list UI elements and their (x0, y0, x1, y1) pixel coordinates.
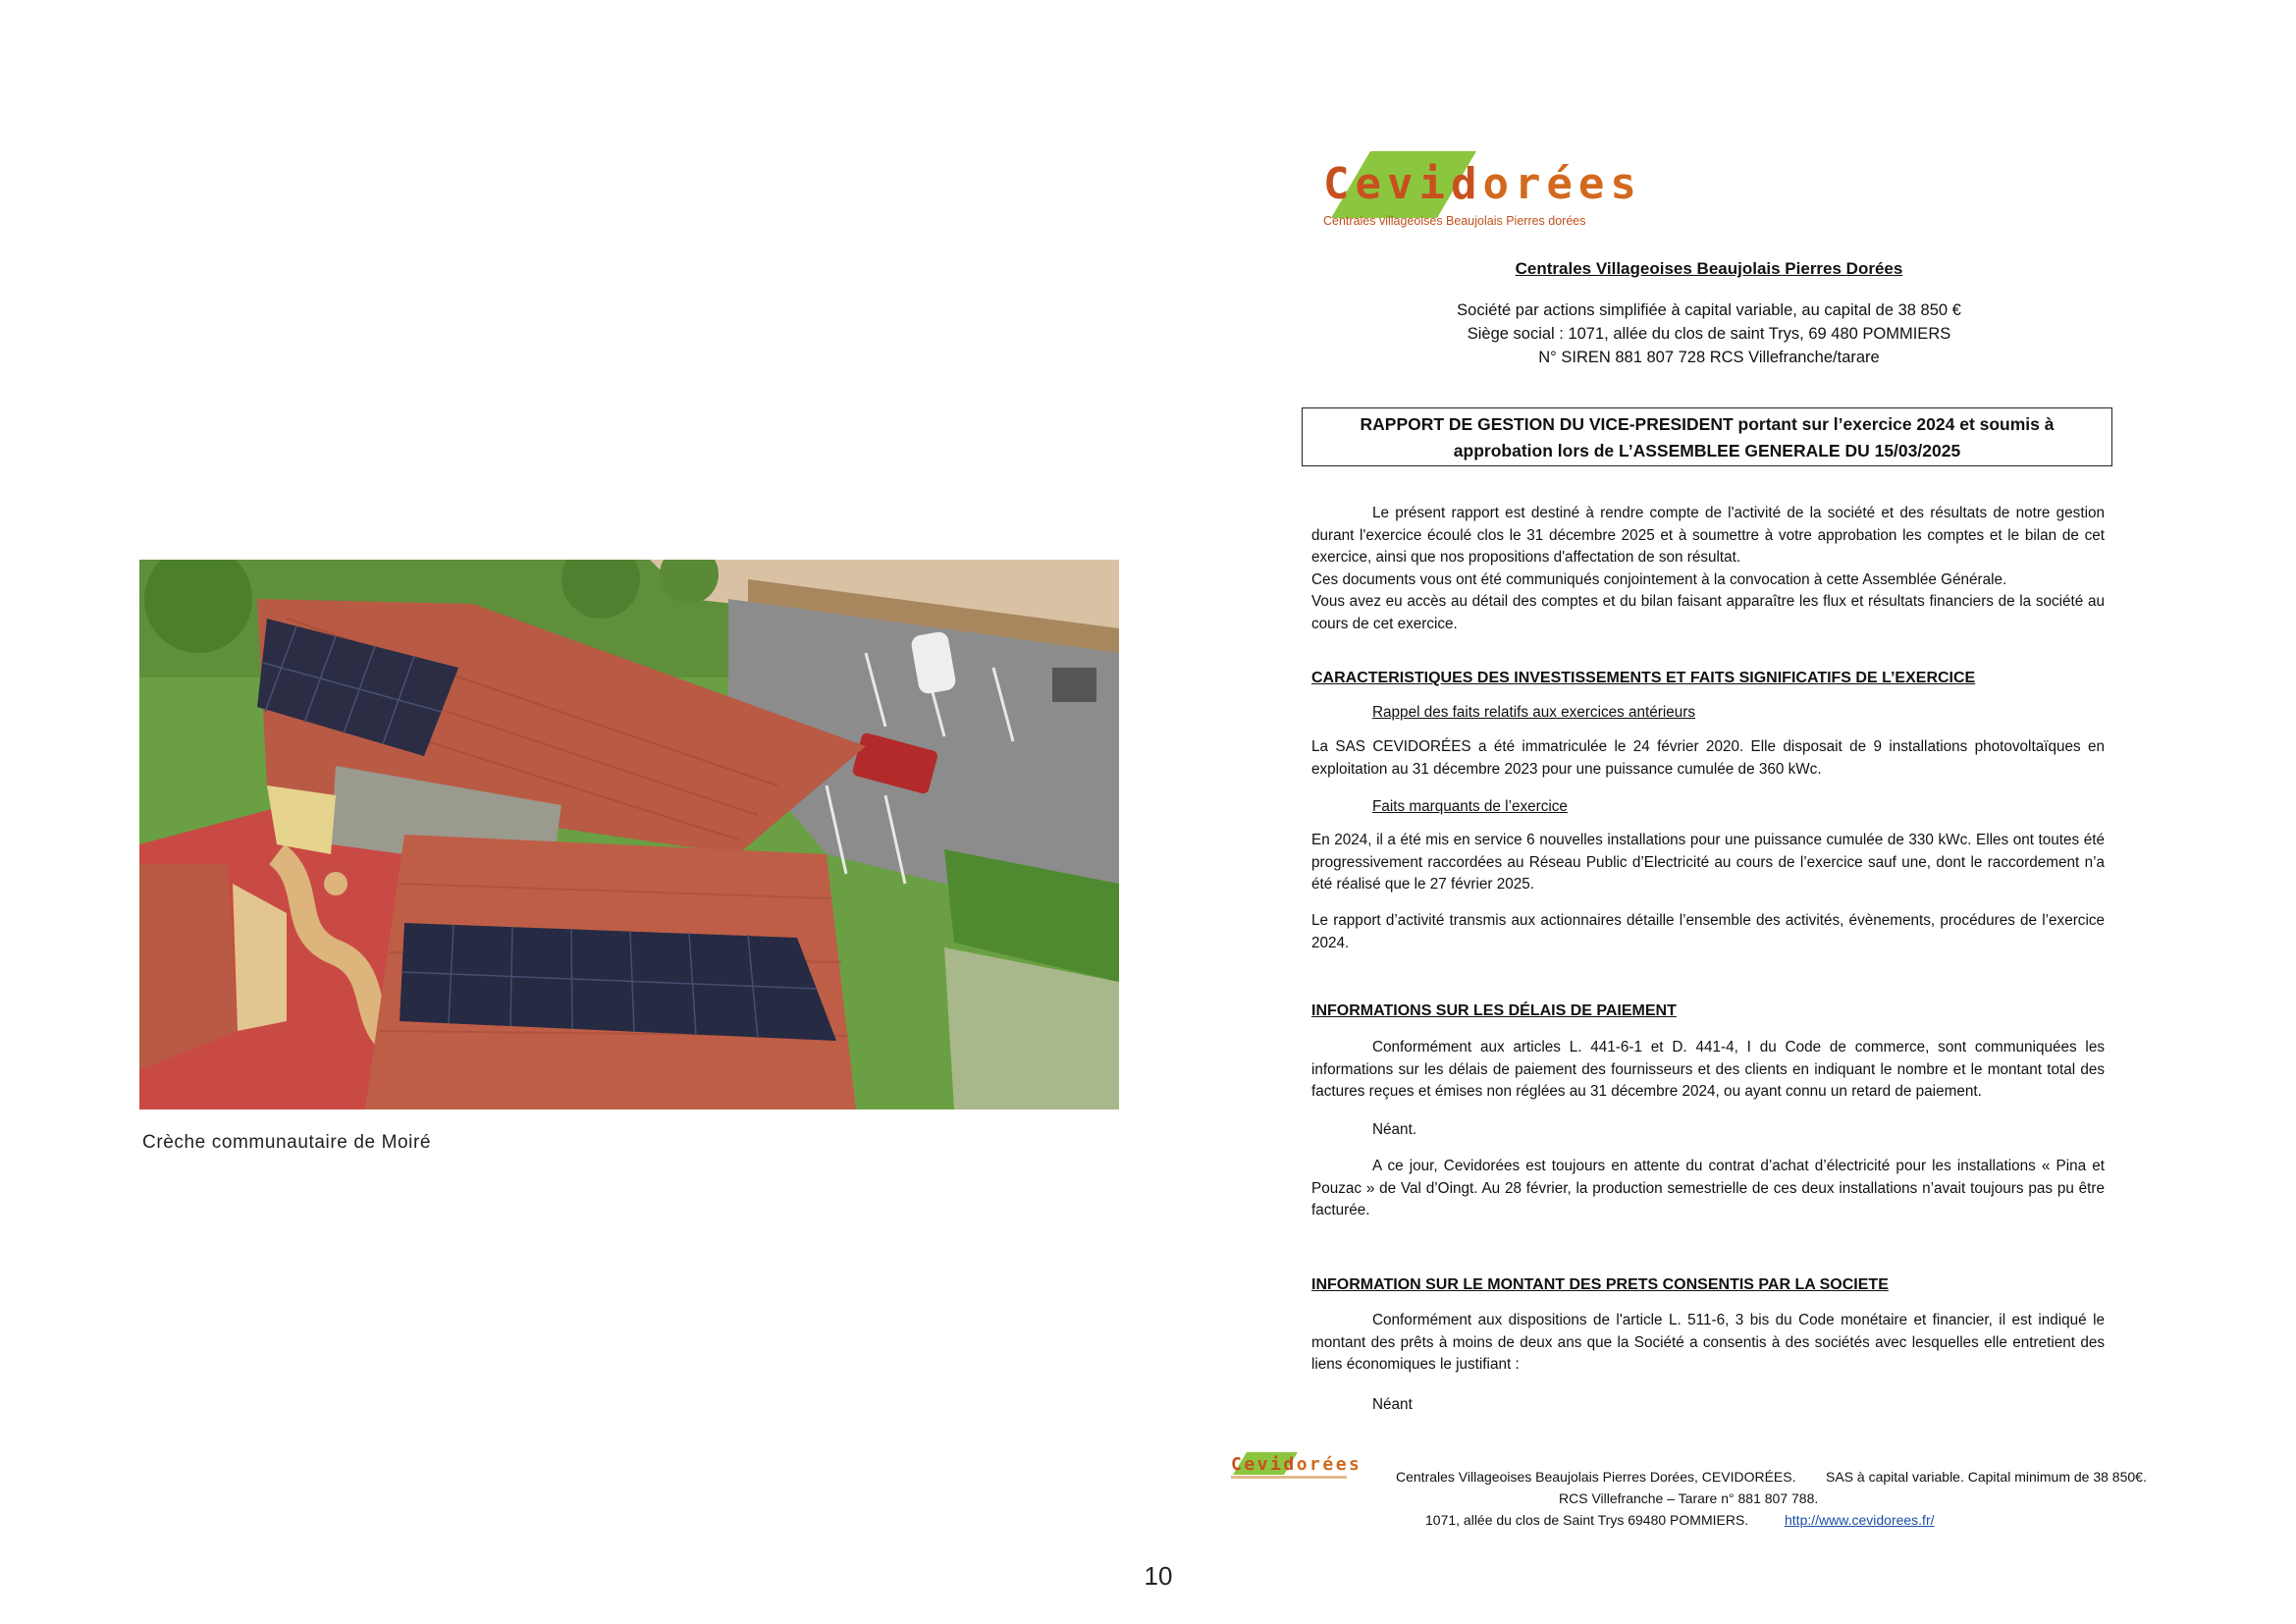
section-2-heading: INFORMATIONS SUR LES DÉLAIS DE PAIEMENT (1311, 1002, 1677, 1019)
logo-tagline: Centrales villageoises Beaujolais Pierres dorées (1323, 214, 1586, 228)
intro-paragraph-3: Vous avez eu accès au détail des comptes et du bilan faisant apparaître les flux et résultats financiers de la société au cours de cet exercice. (1311, 593, 2105, 632)
section-2-paragraph-1: Conformément aux articles L. 441-6-1 et D. 441-4, I du Code de commerce, sont communiquées les informations sur les délais de paiement des fournisseurs et des clients en indiquant le nombre et le montant total des factures reçues et émises non réglées au 31 décembre 2024, ou ayant connu un retard de paiement. (1311, 1039, 2105, 1100)
footer-logo-word-part2: orées (1296, 1454, 1362, 1475)
section-2-paragraph-3: A ce jour, Cevidorées est toujours en attente du contrat d’achat d’électricité pour les installations « Pina et Pouzac » de Val d’Oingt. Au 28 février, la production semestrielle de ces deux installations n’avait toujours pas pu être facturée. (1311, 1158, 2105, 1218)
footer-logo (1227, 1451, 1362, 1485)
section-2-paragraph-2: Néant. (1372, 1121, 1417, 1138)
cevidorees-logo (1311, 147, 1642, 238)
section-1-subheading-2: Faits marquants de l’exercice (1372, 798, 1568, 815)
section-1-paragraph-2: En 2024, il a été mis en service 6 nouvelles installations pour une puissance cumulée de 330 kWc. Elles ont toutes été progressivement raccordées au Réseau Public d’Electricité au cours de l’exercice sauf une, dont le raccordement n’a été réalisé que le 27 février 2025. (1311, 832, 2105, 893)
page-number: 10 (1144, 1561, 1173, 1591)
footer-website-link[interactable]: http://www.cevidorees.fr/ (1785, 1512, 1935, 1528)
aerial-photo (139, 560, 1119, 1110)
photo-caption: Crèche communautaire de Moiré (142, 1132, 432, 1153)
report-title-line1: RAPPORT DE GESTION DU VICE-PRESIDENT portant sur l’exercice 2024 et soumis à (1360, 414, 2055, 434)
intro-paragraph-2: Ces documents vous ont été communiqués conjointement à la convocation à cette Assemblée Générale. (1311, 570, 2007, 588)
intro-paragraph-1: Le présent rapport est destiné à rendre compte de l'activité de la société et des résultats de notre gestion durant l'exercice écoulé clos le 31 décembre 2025 et à soumettre à votre approbation les comptes et le bilan de cet exercice, ainsi que nos propositions d'affectation de son résultat. (1311, 505, 2105, 566)
section-3-heading: INFORMATION SUR LE MONTANT DES PRETS CONSENTIS PAR LA SOCIETE (1311, 1276, 1889, 1293)
footer-logo-word-part1: Cevid (1231, 1454, 1297, 1475)
company-legal-form: Société par actions simplifiée à capital variable, au capital de 38 850 € (1457, 301, 1961, 319)
company-name: Centrales Villageoises Beaujolais Pierres Dorées (1515, 259, 1903, 278)
section-1-paragraph-3: Le rapport d’activité transmis aux actionnaires détaille l’ensemble des activités, évènements, procédures de l’exercice 2024. (1311, 912, 2105, 951)
logo-word-part2: orées (1482, 159, 1642, 209)
report-title-line2: approbation lors de L’ASSEMBLEE GENERALE DU 15/03/2025 (1453, 441, 1961, 460)
section-1-subheading-1: Rappel des faits relatifs aux exercices antérieurs (1372, 704, 1696, 721)
company-siren: N° SIREN 881 807 728 RCS Villefranche/tarare (1538, 349, 1880, 366)
footer-rcs: RCS Villefranche – Tarare n° 881 807 788. (1559, 1490, 1819, 1506)
section-1-heading: CARACTERISTIQUES DES INVESTISSEMENTS ET FAITS SIGNIFICATIFS DE L’EXERCICE (1311, 670, 1976, 686)
company-info (1311, 298, 2107, 369)
footer-company: Centrales Villageoises Beaujolais Pierres Dorées, CEVIDORÉES. (1396, 1469, 1796, 1485)
section-1-paragraph-1: La SAS CEVIDORÉES a été immatriculée le 24 février 2020. Elle disposait de 9 installations photovoltaïques en exploitation au 31 décembre 2023 pour une puissance cumulée de 360 kWc. (1311, 738, 2105, 778)
logo-word-part1: Cevid (1323, 159, 1483, 209)
intro-section (1311, 503, 2105, 635)
section-3-paragraph-1: Conformément aux dispositions de l'article L. 511-6, 3 bis du Code monétaire et financier, il est indiqué le montant des prêts à moins de deux ans que la Société a consentis à des sociétés avec lesquelles elle entretient des liens économiques le justifiant : (1311, 1312, 2105, 1373)
footer-capital: SAS à capital variable. Capital minimum de 38 850€. (1826, 1469, 2147, 1485)
report-title-box (1302, 407, 2112, 466)
company-address: Siège social : 1071, allée du clos de saint Trys, 69 480 POMMIERS (1467, 325, 1951, 343)
section-3-paragraph-2: Néant (1372, 1396, 1413, 1413)
footer-address: 1071, allée du clos de Saint Trys 69480 POMMIERS. (1425, 1512, 1749, 1528)
